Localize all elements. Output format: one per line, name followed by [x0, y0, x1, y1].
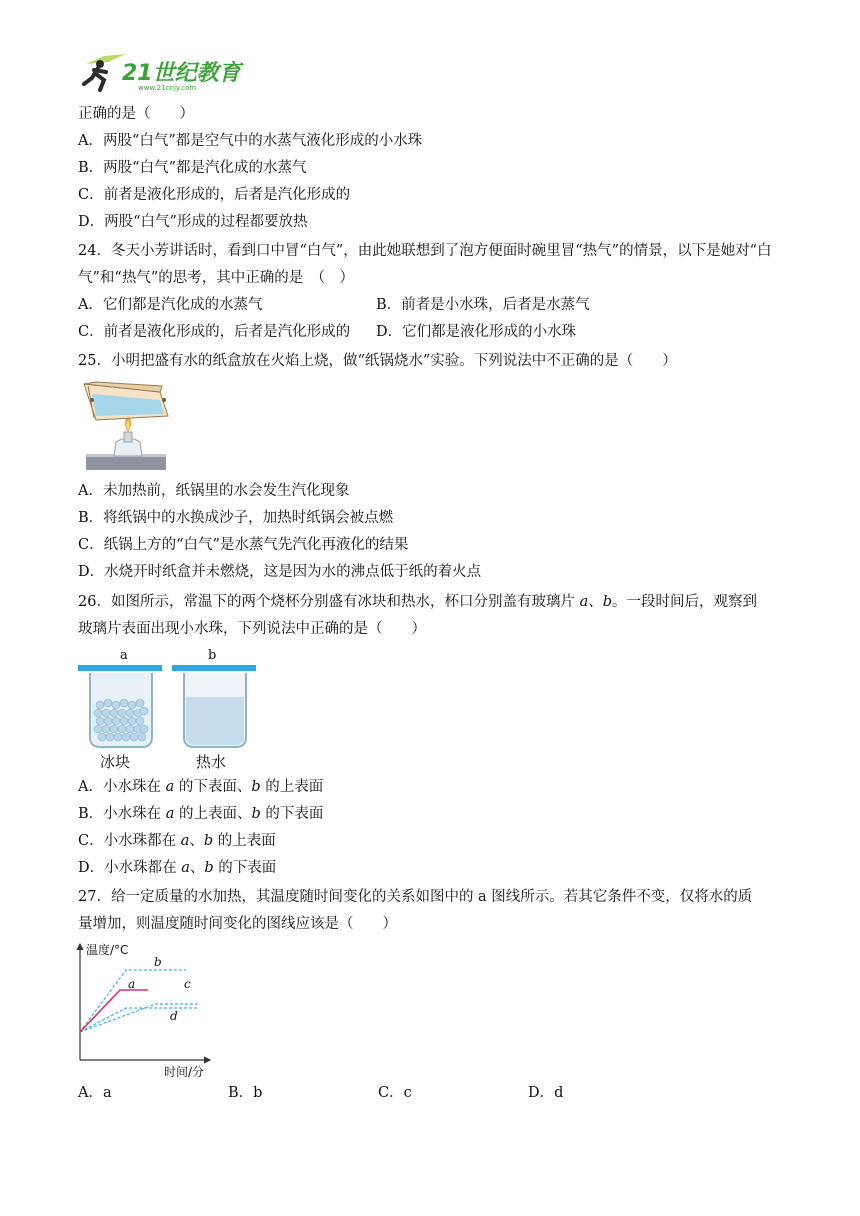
- q27-stem-line2: 量增加，则温度随时间变化的图线应该是（ ）: [78, 916, 397, 932]
- svg-text:21世纪教育: 21世纪教育: [122, 61, 241, 86]
- q23-option-b: B．两股“白气”都是汽化成的水蒸气: [78, 160, 307, 176]
- q27-option-d: D．d: [528, 1085, 564, 1101]
- q27-option-c: C．c: [378, 1085, 412, 1101]
- q23-option-a: A．两股“白气”都是空气中的水蒸气液化形成的小水珠: [78, 133, 423, 149]
- q26-stem-text: 26．如图所示，常温下的两个烧杯分别盛有冰块和热水，杯口分别盖有玻璃片: [78, 594, 580, 610]
- q24-stem-line2: 气”和“热气”的思考，其中正确的是 （ ）: [78, 270, 354, 286]
- x-axis-label: 时间/分: [164, 1065, 205, 1079]
- beakers-figure: [78, 645, 260, 775]
- caption-hot-water: 热水: [196, 753, 227, 771]
- q27-option-b: B．b: [228, 1085, 263, 1101]
- site-logo: [78, 50, 253, 94]
- q26-option-a: A．小水珠在 a 的下表面、b 的上表面: [78, 779, 324, 795]
- q27-stem-line1: 27．给一定质量的水加热，其温度随时间变化的关系如图中的 a 图线所示。若其它条件不变，仅将水的质: [78, 889, 753, 905]
- label-b: b: [154, 955, 162, 969]
- svg-text:www.21cnjy.com: www.21cnjy.com: [138, 84, 197, 92]
- y-axis-label: 温度/°C: [86, 943, 129, 957]
- q26-stem-line1: [78, 592, 757, 612]
- q25-option-c: C．纸锅上方的“白气”是水蒸气先汽化再液化的结果: [78, 537, 409, 553]
- runner-logo-icon: [78, 50, 253, 94]
- q26-stem-line2: 玻璃片表面出现小水珠，下列说法中正确的是（ ）: [78, 621, 426, 637]
- q25-option-b: B．将纸锅中的水换成沙子，加热时纸锅会被点燃: [78, 510, 394, 526]
- q26-option-d: D．小水珠都在 a、b 的下表面: [78, 860, 277, 876]
- q23-stem-tail: 正确的是（ ）: [78, 106, 194, 122]
- q24-option-d: D．它们都是液化形成的小水珠: [376, 324, 577, 340]
- q26-option-c: C．小水珠都在 a、b 的上表面: [78, 833, 276, 849]
- q24-option-b: B．前者是小水珠，后者是水蒸气: [376, 297, 590, 313]
- q25-option-d: D．水烧开时纸盒并未燃烧，这是因为水的沸点低于纸的着火点: [78, 564, 482, 580]
- q24-stem-line1: 24．冬天小芳讲话时，看到口中冒“白气”，由此她联想到了泡方便面时碗里冒“热气”的情景，以下是她对“白: [78, 243, 772, 259]
- q25-stem: 25．小明把盛有水的纸盒放在火焰上烧，做“纸锅烧水”实验。下列说法中不正确的是（ ）: [78, 353, 677, 369]
- temperature-graph: [76, 938, 226, 1084]
- q24-option-a: A．它们都是汽化成的水蒸气: [78, 297, 263, 313]
- q23-option-c: C．前者是液化形成的，后者是汽化形成的: [78, 187, 351, 203]
- q26-stem-text: 。一段时间后，观察到: [612, 594, 758, 610]
- label-a: a: [128, 977, 136, 991]
- paper-pot-figure: [82, 380, 172, 476]
- label-c: c: [184, 977, 191, 991]
- q27-option-a: A．a: [78, 1085, 112, 1101]
- q23-option-d: D．两股“白气”形成的过程都要放热: [78, 214, 308, 230]
- separator: 、: [588, 594, 603, 610]
- var-b: b: [602, 594, 613, 610]
- label-d: d: [170, 1009, 178, 1023]
- line-c: [80, 1008, 198, 1032]
- label-a: a: [120, 648, 128, 663]
- q25-option-a: A．未加热前，纸锅里的水会发生汽化现象: [78, 483, 350, 499]
- var-a: a: [579, 594, 589, 610]
- q24-option-c: C．前者是液化形成的，后者是汽化形成的: [78, 324, 351, 340]
- caption-ice: 冰块: [100, 753, 131, 771]
- q26-option-b: B．小水珠在 a 的上表面、b 的下表面: [78, 806, 324, 822]
- label-b: b: [208, 648, 217, 663]
